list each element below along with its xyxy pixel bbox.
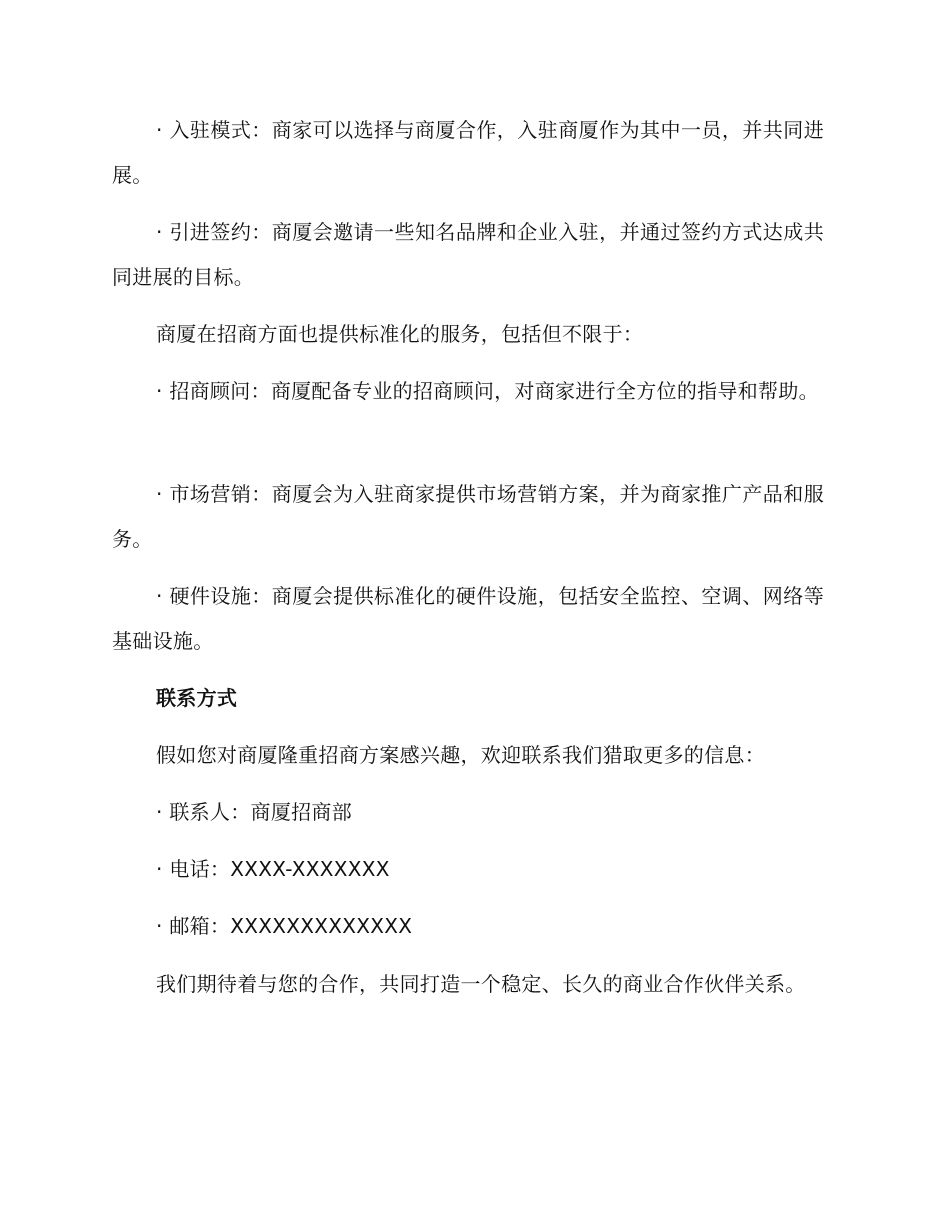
contact-intro: 假如您对商厦隆重招商方案感兴趣，欢迎联系我们猎取更多的信息： <box>156 743 765 767</box>
contact-person: · 联系人：商厦招商部 <box>156 800 353 824</box>
contact-heading: 联系方式 <box>156 686 238 710</box>
contact-email: · 邮箱：XXXXXXXXXXXXX <box>156 914 413 938</box>
paragraph-consultant: · 招商顾问：商厦配备专业的招商顾问，对商家进行全方位的指导和帮助。 <box>156 379 819 403</box>
paragraph-facilities: · 硬件设施：商厦会提供标准化的硬件设施，包括安全监控、空调、网络等基础设施。 <box>112 584 824 653</box>
paragraph-entry-mode: · 入驻模式：商家可以选择与商厦合作，入驻商厦作为其中一员，并共同进展。 <box>112 118 824 187</box>
closing-paragraph: 我们期待着与您的合作，共同打造一个稳定、长久的商业合作伙伴关系。 <box>156 972 806 996</box>
paragraph-marketing: · 市场营销：商厦会为入驻商家提供市场营销方案，并为商家推广产品和服务。 <box>112 482 824 551</box>
paragraph-services-intro: 商厦在招商方面也提供标准化的服务，包括但不限于： <box>156 322 644 346</box>
paragraph-signing: · 引进签约：商厦会邀请一些知名品牌和企业入驻，并通过签约方式达成共同进展的目标。 <box>112 220 824 289</box>
contact-phone: · 电话：XXXX-XXXXXXX <box>156 857 390 881</box>
